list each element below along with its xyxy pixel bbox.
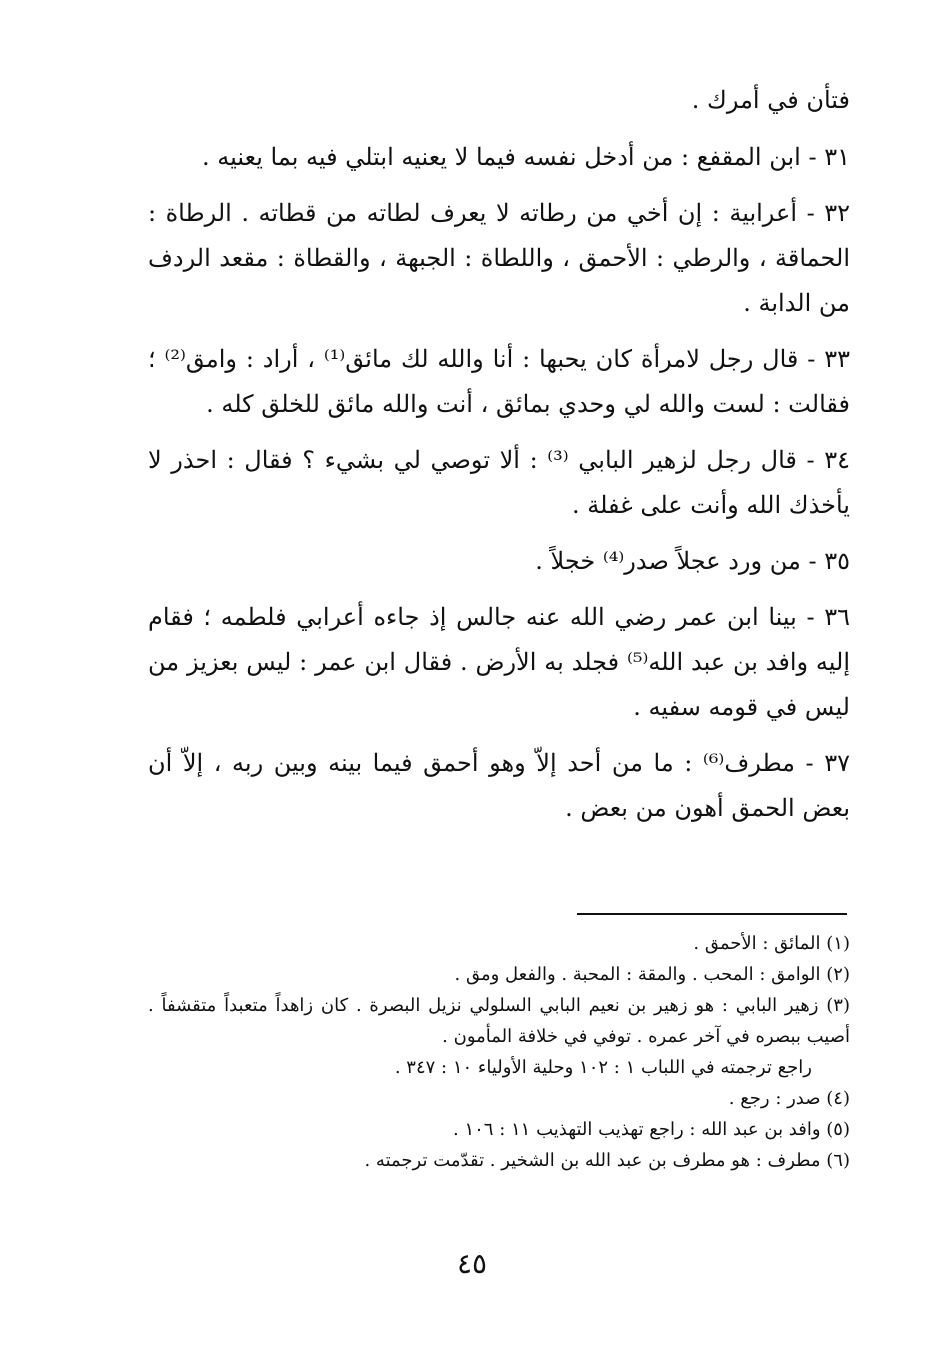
saying-32 (148, 191, 850, 326)
saying-number: ٣٧ - (805, 749, 850, 777)
saying-34 (148, 438, 850, 528)
saying-37 (148, 741, 850, 831)
saying-35 (148, 539, 850, 584)
saying-number: ٣٤ - (806, 446, 850, 474)
footnote-6 (148, 1145, 850, 1176)
footnote-mark: (١) (826, 933, 850, 954)
footnote-text: صدر : رجع . (728, 1088, 827, 1109)
footnote-3 (148, 990, 850, 1052)
footnote-separator (577, 913, 847, 915)
saying-number: ٣٣ - (807, 345, 851, 373)
footnote-text: المائق : الأحمق . (693, 933, 827, 954)
footnote-2 (148, 959, 850, 990)
footnote-text: مطرف : هو مطرف بن عبد الله بن الشخير . تقدّمت ترجمته . (364, 1150, 827, 1171)
saying-number: ٣٦ - (806, 603, 850, 631)
saying-text: بينا ابن عمر رضي الله عنه جالس إذ جاءه أعرابي فلطمه ؛ فقام إليه وافد بن عبد الله⁽⁵⁾ فجلد به الأرض . فقال ابن عمر : ليس بعزيز من ليس في قومه سفيه . (148, 603, 850, 721)
footnote-text: زهير البابي : هو زهير بن نعيم البابي السلولي نزيل البصرة . كان زاهداً متعبداً متقشفاً . أصيب ببصره في آخر عمره . توفي في خلافة المأمون . (148, 995, 850, 1047)
saying-text: ابن المقفع : من أدخل نفسه فيما لا يعنيه ابتلي فيه بما يعنيه . (202, 143, 809, 171)
footnote-1 (148, 928, 850, 959)
saying-31 (148, 135, 850, 180)
footnote-text: الوامق : المحب . والمقة : المحبة . والفعل ومق . (454, 964, 827, 985)
saying-number: ٣١ - (808, 143, 850, 171)
main-text (148, 78, 850, 842)
paragraph-continuation (148, 78, 850, 123)
footnotes (148, 928, 850, 1176)
saying-number: ٣٥ - (808, 547, 850, 575)
saying-text: قال رجل لامرأة كان يحبها : أنا والله لك مائق⁽¹⁾ ، أراد : وامق⁽²⁾ ؛ فقالت : لست والله لي وحدي بمائق ، أنت والله مائق للخلق كله . (148, 345, 850, 418)
footnote-mark: (٢) (826, 964, 850, 985)
footnote-4 (148, 1083, 850, 1114)
footnote-3-reference (148, 1052, 850, 1083)
saying-text: مطرف⁽⁶⁾ : ما من أحد إلاّ وهو أحمق فيما بينه وبين ربه ، إلاّ أن بعض الحمق أهون من بعض . (148, 749, 850, 822)
saying-text: قال رجل لزهير البابي ⁽³⁾ : ألا توصي لي بشيء ؟ فقال : احذر لا يأخذك الله وأنت على غفلة . (148, 446, 850, 519)
saying-text: أعرابية : إن أخي من رطاته لا يعرف لطاته من قطاته . الرطاة : الحماقة ، والرطي : الأحمق ، واللطاة : الجبهة ، والقطاة : مقعد الردف من الدابة . (148, 199, 850, 317)
page-number: ٤٥ (456, 1247, 488, 1280)
footnote-mark: (٦) (826, 1150, 850, 1171)
footnote-text: راجع ترجمته في اللباب ١ : ١٠٢ وحلية الأولياء ١٠ : ٣٤٧ . (394, 1057, 812, 1078)
footnote-mark: (٤) (826, 1088, 850, 1109)
footnote-mark: (٥) (826, 1119, 850, 1140)
paragraph-text: فتأن في أمرك . (691, 86, 850, 114)
footnote-5 (148, 1114, 850, 1145)
footnote-text: وافد بن عبد الله : راجع تهذيب التهذيب ١١ : ١٠٦ . (453, 1119, 827, 1140)
saying-36 (148, 595, 850, 730)
saying-number: ٣٢ - (806, 199, 850, 227)
saying-text: من ورد عجلاً صدر⁽⁴⁾ خجلاً . (535, 547, 809, 575)
saying-33 (148, 337, 850, 427)
footnote-mark: (٣) (826, 995, 850, 1016)
